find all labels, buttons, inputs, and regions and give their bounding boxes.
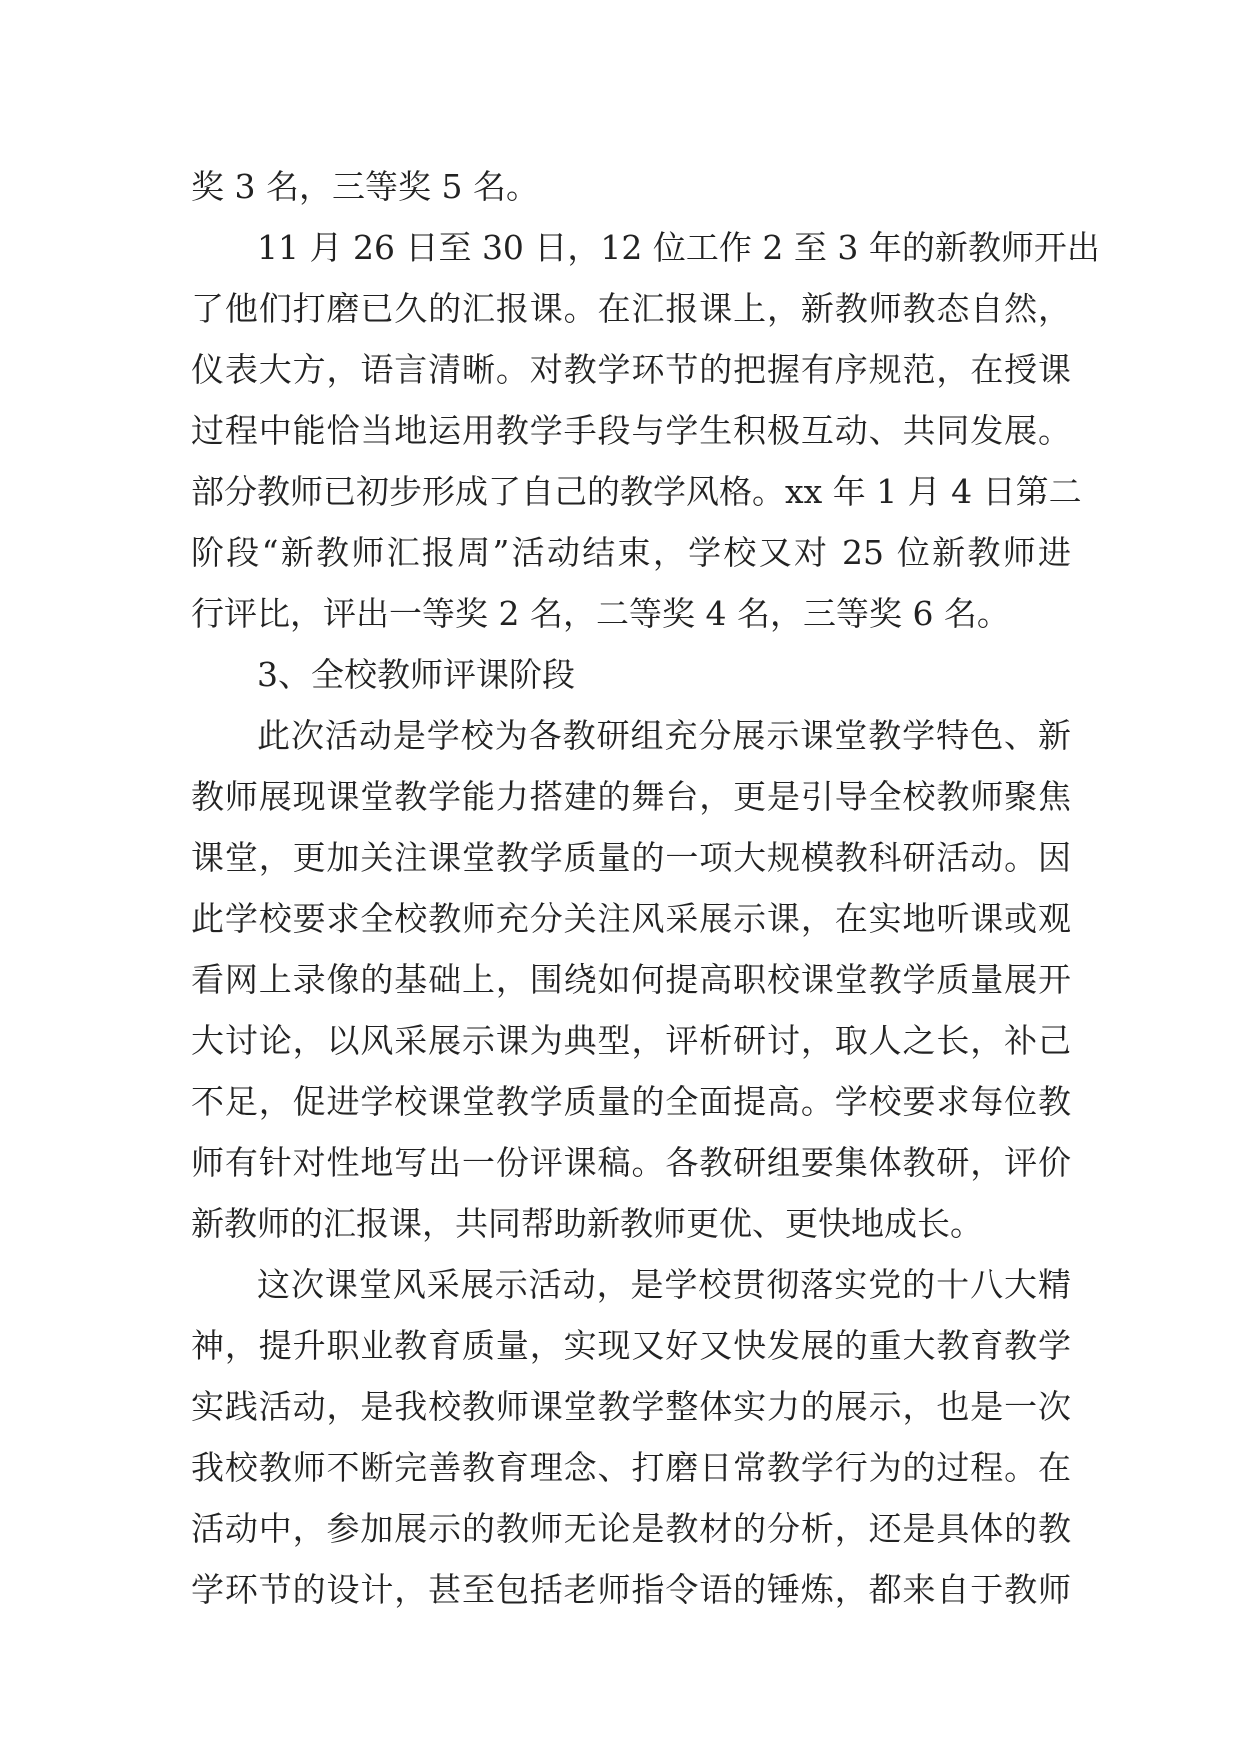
text-line: 我校教师不断完善教育理念、打磨日常教学行为的过程。在 (191, 1448, 1071, 1487)
text-line: 11 月 26 日至 30 日，12 位工作 2 至 3 年的新教师开出 (257, 228, 1100, 267)
text-line: 活动中，参加展示的教师无论是教材的分析，还是具体的教 (191, 1509, 1071, 1548)
text-line: 大讨论，以风采展示课为典型，评析研讨，取人之长，补己 (191, 1021, 1071, 1060)
text-line: 新教师的汇报课，共同帮助新教师更优、更快地成长。 (191, 1204, 983, 1243)
text-line: 阶段“新教师汇报周”活动结束，学校又对 25 位新教师进 (191, 533, 1071, 572)
text-line: 此学校要求全校教师充分关注风采展示课，在实地听课或观 (191, 899, 1071, 938)
text-line: 这次课堂风采展示活动，是学校贯彻落实党的十八大精 (257, 1265, 1071, 1304)
text-line: 奖 3 名，三等奖 5 名。 (191, 167, 539, 206)
text-line: 学环节的设计，甚至包括老师指令语的锤炼，都来自于教师 (191, 1570, 1071, 1609)
text-line: 过程中能恰当地运用教学手段与学生积极互动、共同发展。 (191, 411, 1071, 450)
section-heading: 3、全校教师评课阶段 (257, 655, 575, 694)
text-line: 行评比，评出一等奖 2 名，二等奖 4 名，三等奖 6 名。 (191, 594, 1010, 633)
text-line: 神，提升职业教育质量，实现又好又快发展的重大教育教学 (191, 1326, 1071, 1365)
text-line: 看网上录像的基础上，围绕如何提高职校课堂教学质量展开 (191, 960, 1071, 999)
text-line: 师有针对性地写出一份评课稿。各教研组要集体教研，评价 (191, 1143, 1071, 1182)
text-line: 实践活动，是我校教师课堂教学整体实力的展示，也是一次 (191, 1387, 1071, 1426)
text-line: 部分教师已初步形成了自己的教学风格。xx 年 1 月 4 日第二 (191, 472, 1082, 511)
text-line: 了他们打磨已久的汇报课。在汇报课上，新教师教态自然， (191, 289, 1071, 328)
text-line: 此次活动是学校为各教研组充分展示课堂教学特色、新 (257, 716, 1071, 755)
text-line: 教师展现课堂教学能力搭建的舞台，更是引导全校教师聚焦 (191, 777, 1071, 816)
text-line: 不足，促进学校课堂教学质量的全面提高。学校要求每位教 (191, 1082, 1071, 1121)
text-line: 课堂，更加关注课堂教学质量的一项大规模教科研活动。因 (191, 838, 1071, 877)
text-line: 仪表大方，语言清晰。对教学环节的把握有序规范，在授课 (191, 350, 1071, 389)
